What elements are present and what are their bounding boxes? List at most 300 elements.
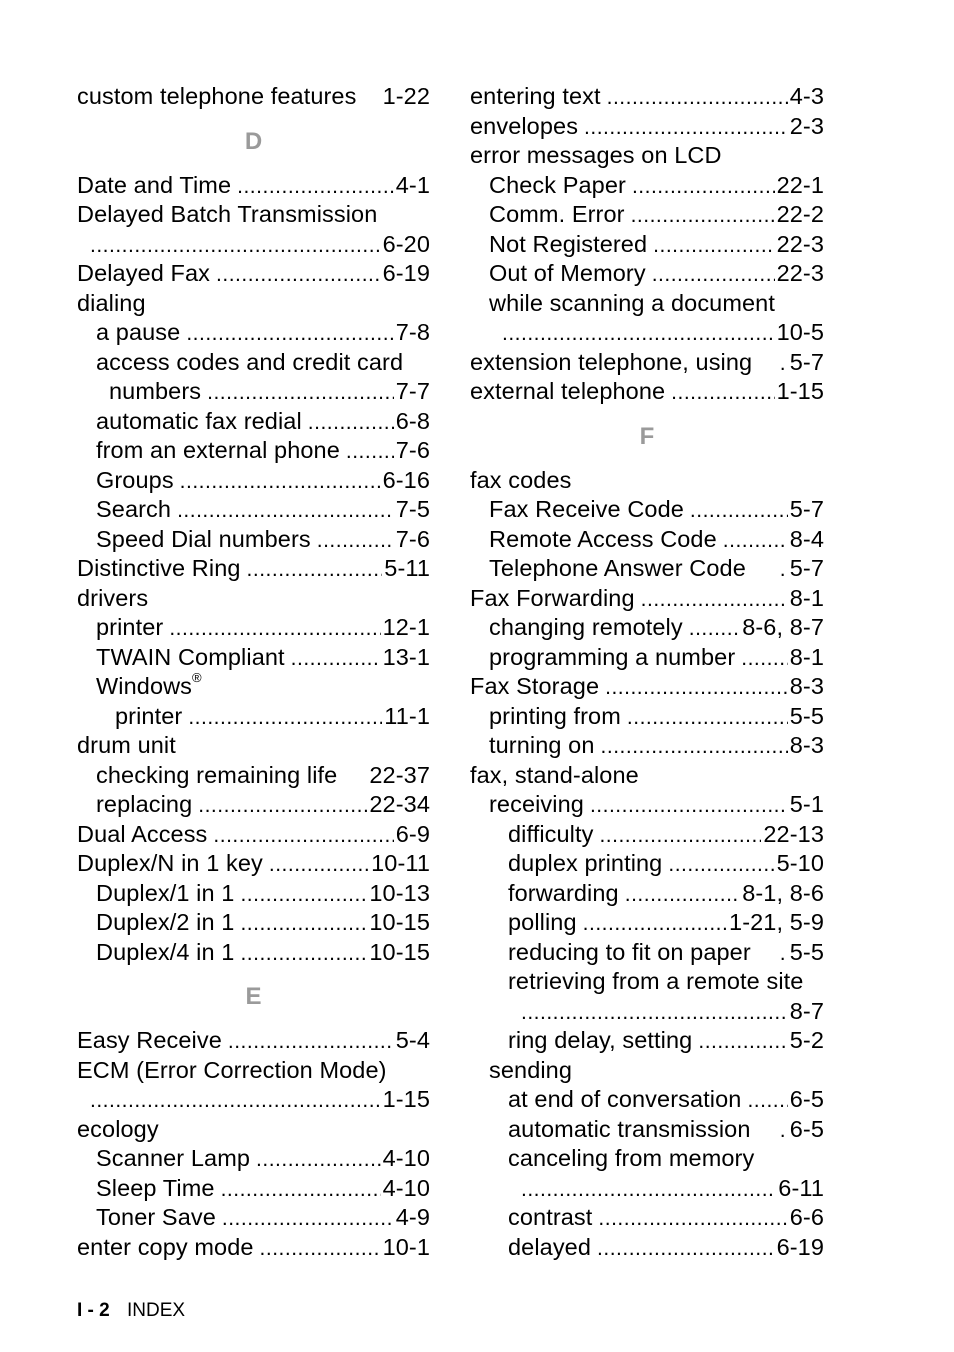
index-page-ref: 7-8	[395, 319, 430, 345]
index-term	[489, 790, 584, 820]
index-term-text: error messages on LCD	[470, 142, 722, 168]
index-term	[489, 702, 621, 732]
dot-leader	[237, 171, 394, 202]
index-subentry	[470, 731, 824, 761]
index-term	[96, 495, 171, 525]
dot-leader	[641, 584, 788, 615]
index-term	[508, 820, 593, 850]
index-term-text: TWAIN Compliant	[96, 643, 285, 670]
index-entry	[77, 1026, 430, 1056]
dot-leader	[240, 879, 367, 910]
index-term-text: automatic transmission	[508, 1115, 751, 1142]
dot-leader	[180, 466, 381, 497]
index-term-text: printing from	[489, 702, 621, 729]
index-term-text: retrieving from a remote site	[508, 968, 804, 994]
index-subentry	[77, 466, 430, 496]
index-column-left	[77, 82, 430, 1262]
index-term	[470, 377, 665, 407]
index-page-ref: 22-3	[776, 260, 824, 286]
index-page-ref: 8-7	[789, 997, 824, 1024]
index-term-text: while scanning a document	[489, 289, 775, 316]
index-subentry	[470, 1115, 824, 1145]
index-term-text: Telephone Answer Code	[489, 555, 746, 581]
index-subentry	[470, 938, 824, 968]
index-term-text: Speed Dial numbers	[96, 525, 311, 552]
index-subentry	[77, 1174, 430, 1204]
index-term	[508, 1115, 751, 1145]
index-term	[77, 171, 231, 201]
index-page-ref: 4-9	[395, 1204, 430, 1230]
index-page-ref: 6-8	[395, 407, 430, 434]
index-term	[77, 82, 356, 112]
index-page-ref: 5-2	[789, 1027, 824, 1053]
index-page-ref: 8-6, 8-7	[742, 614, 824, 640]
index-term-text: turning on	[489, 732, 595, 758]
index-page-ref: 5-4	[395, 1027, 430, 1053]
index-term	[470, 141, 722, 171]
index-term-text: sending	[489, 1056, 573, 1083]
dot-leader	[240, 908, 367, 939]
index-term	[489, 289, 775, 319]
index-subentry	[470, 643, 824, 673]
index-entry	[470, 112, 824, 142]
index-page-ref: 10-11	[371, 850, 430, 876]
index-term	[96, 525, 311, 555]
dot-leader	[631, 200, 775, 231]
index-page-ref: 12-1	[382, 614, 430, 640]
index-page-ref: 8-3	[789, 673, 824, 699]
index-term	[96, 938, 234, 968]
index-term	[96, 318, 180, 348]
index-term-text: access codes and credit card	[96, 348, 404, 375]
index-term-text: Delayed Batch Transmission	[77, 201, 378, 227]
index-entry-continuation	[470, 318, 824, 348]
dot-leader	[690, 495, 788, 526]
dot-leader	[583, 908, 727, 939]
dot-leader	[260, 1233, 381, 1264]
dot-leader	[780, 348, 788, 379]
dot-leader	[597, 1233, 775, 1264]
dot-leader	[668, 849, 774, 880]
index-entry	[77, 554, 430, 584]
index-term-text: automatic fax redial	[96, 407, 302, 434]
dot-leader	[747, 1085, 787, 1116]
index-term	[489, 731, 595, 761]
index-subentry	[77, 1203, 430, 1233]
index-subentry	[470, 230, 824, 260]
index-term	[470, 672, 599, 702]
dot-leader	[207, 377, 394, 408]
dot-leader	[584, 112, 788, 143]
index-subentry	[470, 259, 824, 289]
index-term	[77, 1056, 387, 1086]
index-subentry	[470, 613, 824, 643]
index-term-text: Groups	[96, 466, 174, 493]
index-entry	[77, 849, 430, 879]
dot-leader	[653, 230, 774, 261]
dot-leader	[177, 495, 394, 526]
dot-leader	[90, 230, 381, 261]
index-subentry	[470, 1233, 824, 1263]
dot-leader	[188, 702, 382, 733]
index-term	[508, 1085, 741, 1115]
index-term	[77, 259, 210, 289]
dot-leader	[723, 525, 788, 556]
index-subentry	[470, 525, 824, 555]
dot-leader	[599, 820, 761, 851]
index-subentry	[77, 377, 430, 407]
index-term	[489, 259, 646, 289]
index-term	[77, 289, 146, 319]
index-entry	[77, 259, 430, 289]
index-term	[508, 967, 803, 997]
index-term-text: Duplex/N in 1 key	[77, 850, 263, 876]
index-term-text: ecology	[77, 1115, 159, 1142]
index-term-text: drum unit	[77, 732, 176, 758]
index-page-ref: 22-1	[776, 171, 824, 198]
index-term	[109, 377, 201, 407]
index-term-text: Toner Save	[96, 1204, 216, 1230]
index-term-text: Duplex/4 in 1	[96, 938, 235, 965]
index-term	[96, 407, 302, 437]
index-term	[96, 672, 202, 702]
index-subentry	[470, 200, 824, 230]
index-letter-heading: F	[639, 422, 655, 450]
index-page-ref: 10-15	[369, 938, 430, 965]
index-term	[489, 200, 625, 230]
index-subentry	[470, 1026, 824, 1056]
dot-leader	[198, 790, 367, 821]
index-term-text: Duplex/1 in 1	[96, 879, 235, 906]
dot-leader	[605, 672, 788, 703]
index-term-text: Remote Access Code	[489, 525, 717, 552]
index-term-text: drivers	[77, 584, 149, 611]
index-subentry	[77, 790, 430, 820]
index-subentry	[77, 908, 430, 938]
dot-leader	[222, 1203, 394, 1234]
index-term-text: ECM (Error Correction Mode)	[77, 1056, 387, 1083]
index-subentry	[470, 171, 824, 201]
index-page-ref: 22-2	[776, 201, 824, 227]
dot-leader	[502, 318, 775, 349]
index-subentry	[77, 407, 430, 437]
dot-leader	[90, 1085, 381, 1116]
index-page-ref: 5-5	[789, 938, 824, 965]
index-page-ref: 8-3	[789, 732, 824, 758]
index-entry	[470, 761, 824, 791]
index-page-ref: 4-10	[382, 1174, 430, 1201]
index-page-ref: 5-7	[789, 348, 824, 375]
index-term	[489, 554, 746, 584]
dot-leader	[652, 259, 775, 290]
index-page-ref: 10-1	[382, 1233, 430, 1260]
index-term	[470, 761, 639, 791]
index-term-text: ring delay, setting	[508, 1027, 693, 1053]
index-term	[489, 525, 717, 555]
dot-leader	[228, 1026, 394, 1057]
index-entry	[470, 141, 824, 171]
index-page-ref: 6-16	[382, 466, 430, 493]
index-page-ref: 6-11	[778, 1174, 824, 1201]
index-entry	[77, 1056, 430, 1086]
index-subentry	[77, 436, 430, 466]
index-subentry	[77, 761, 430, 791]
index-term-text: Check Paper	[489, 171, 626, 198]
index-term-text: difficulty	[508, 820, 594, 847]
index-page-ref: 13-1	[382, 643, 430, 670]
index-term	[77, 731, 176, 761]
index-subentry	[470, 820, 824, 850]
index-term-text: receiving	[489, 791, 584, 817]
index-term-text: Easy Receive	[77, 1027, 222, 1053]
index-page-ref: 8-1	[789, 643, 824, 670]
index-letter-heading: E	[245, 983, 262, 1010]
dot-leader	[741, 643, 787, 674]
dot-leader	[240, 938, 367, 969]
index-term	[508, 849, 662, 879]
index-term-text: polling	[508, 909, 577, 935]
dot-leader	[598, 1203, 787, 1234]
index-term-text: programming a number	[489, 643, 736, 670]
index-term	[96, 436, 340, 466]
dot-leader	[247, 554, 383, 585]
index-subentry	[470, 495, 824, 525]
index-entry	[470, 377, 824, 407]
dot-leader	[216, 259, 381, 290]
dot-leader	[590, 790, 788, 821]
index-entry	[77, 82, 430, 112]
index-page-ref: 1-15	[776, 378, 824, 404]
index-page-ref: 6-6	[789, 1204, 824, 1230]
registered-mark: ®	[192, 670, 202, 686]
index-page-ref: 22-3	[776, 230, 824, 257]
index-term	[508, 1026, 692, 1056]
index-page-ref: 8-1, 8-6	[742, 879, 824, 906]
dot-leader	[780, 554, 788, 585]
index-term	[489, 1056, 572, 1086]
index-term	[470, 112, 578, 142]
index-entry	[470, 584, 824, 614]
index-term	[96, 1203, 216, 1233]
index-subentry	[77, 348, 430, 378]
index-term-text: extension telephone, using	[470, 348, 753, 375]
dot-leader	[601, 731, 788, 762]
index-subentry	[470, 1144, 824, 1174]
index-term	[96, 1144, 250, 1174]
index-page-ref: 10-15	[369, 909, 430, 935]
index-page-ref: 5-7	[789, 555, 824, 581]
index-page-ref: 4-10	[382, 1145, 430, 1171]
index-term	[470, 348, 752, 378]
dot-leader	[221, 1174, 381, 1205]
index-term-text: fax, stand-alone	[470, 761, 639, 788]
index-term	[508, 879, 619, 909]
index-subentry	[470, 1056, 824, 1086]
index-term	[77, 1026, 222, 1056]
index-term	[489, 643, 735, 673]
index-subentry	[77, 702, 430, 732]
index-term	[77, 820, 207, 850]
index-page-ref: 6-5	[789, 1086, 824, 1112]
dot-leader	[780, 938, 788, 969]
index-term	[77, 200, 377, 230]
index-entry	[77, 1115, 430, 1145]
index-term-text: Delayed Fax	[77, 260, 211, 286]
index-term-text: replacing	[96, 791, 193, 817]
index-entry	[77, 171, 430, 201]
footer-page-number: I - 2	[77, 1300, 110, 1321]
index-page-ref: 4-1	[395, 171, 430, 198]
dot-leader	[689, 613, 740, 644]
index-term-text: enter copy mode	[77, 1233, 254, 1260]
index-page-ref: 6-5	[789, 1115, 824, 1142]
dot-leader	[308, 407, 394, 438]
index-column-right	[470, 82, 824, 1262]
dot-leader	[521, 997, 788, 1028]
index-term	[489, 230, 647, 260]
dot-leader	[698, 1026, 787, 1057]
index-letter-heading: D	[244, 127, 263, 155]
dot-leader	[671, 377, 774, 408]
index-term-text: Date and Time	[77, 171, 232, 198]
dot-leader	[269, 849, 369, 880]
index-term-text: duplex printing	[508, 850, 663, 876]
index-term-text: delayed	[508, 1233, 592, 1260]
index-term	[115, 702, 182, 732]
index-page-ref: 2-3	[789, 112, 824, 139]
index-term-text: checking remaining life	[96, 761, 338, 788]
index-subentry	[77, 1144, 430, 1174]
dot-leader	[521, 1174, 776, 1205]
index-subentry	[77, 318, 430, 348]
index-term-text: a pause	[96, 319, 181, 345]
index-term	[96, 613, 163, 643]
dot-leader	[346, 436, 394, 467]
dot-leader	[256, 1144, 381, 1175]
index-subentry	[470, 702, 824, 732]
index-term	[489, 171, 626, 201]
index-entry-continuation	[77, 230, 430, 260]
index-term	[489, 495, 684, 525]
index-subentry	[77, 643, 430, 673]
index-entry	[470, 672, 824, 702]
index-page-ref: 8-4	[789, 525, 824, 552]
index-term	[96, 348, 403, 378]
index-entry	[77, 584, 430, 614]
index-term	[77, 1233, 254, 1263]
index-page-ref: 6-9	[395, 820, 430, 847]
index-term-text: canceling from memory	[508, 1145, 755, 1171]
index-entry	[470, 348, 824, 378]
index-entry-continuation	[77, 1085, 430, 1115]
index-subentry	[470, 790, 824, 820]
dot-leader	[780, 1115, 788, 1146]
index-term	[96, 790, 192, 820]
index-term-text: reducing to fit on paper	[508, 938, 751, 965]
index-term-text: external telephone	[470, 378, 666, 404]
index-page-ref: 6-19	[382, 260, 430, 286]
index-entry	[77, 200, 430, 230]
index-subentry	[470, 289, 824, 319]
index-term	[77, 554, 241, 584]
dot-leader	[632, 171, 775, 202]
index-page-ref: 6-20	[382, 230, 430, 257]
index-entry	[470, 82, 824, 112]
index-subentry	[470, 554, 824, 584]
index-entry-continuation	[470, 1174, 824, 1204]
dot-leader	[213, 820, 393, 851]
index-term	[77, 849, 263, 879]
index-entry-continuation	[470, 997, 824, 1027]
index-term	[508, 1203, 592, 1233]
index-term-text: fax codes	[470, 466, 572, 493]
index-page-ref: 1-15	[382, 1086, 430, 1112]
index-subentry	[470, 967, 824, 997]
index-term	[96, 761, 337, 791]
index-term	[96, 1174, 215, 1204]
index-term-text: Scanner Lamp	[96, 1145, 251, 1171]
index-page-ref: 8-1	[789, 584, 824, 611]
index-page-ref: 22-37	[369, 761, 430, 788]
index-term-text: contrast	[508, 1204, 593, 1230]
index-entry	[77, 1233, 430, 1263]
index-entry	[470, 466, 824, 496]
index-term	[96, 643, 285, 673]
dot-leader	[627, 702, 788, 733]
index-term-text: Fax Storage	[470, 673, 600, 699]
index-page-ref: 5-7	[789, 496, 824, 522]
index-term-text: Distinctive Ring	[77, 555, 241, 581]
dot-leader	[186, 318, 393, 349]
index-subentry	[470, 1085, 824, 1115]
index-term-text: forwarding	[508, 879, 619, 906]
dot-leader	[607, 82, 788, 113]
index-term-text: Not Registered	[489, 230, 648, 257]
footer-section-title: INDEX	[127, 1300, 186, 1321]
index-page-ref: 22-34	[369, 791, 430, 817]
index-subentry	[470, 879, 824, 909]
index-term-text: custom telephone features	[77, 83, 357, 109]
index-term-text: numbers	[109, 378, 202, 404]
index-subentry	[77, 879, 430, 909]
index-page-ref: 10-5	[776, 319, 824, 345]
index-term-text: envelopes	[470, 112, 579, 139]
index-term-text: Search	[96, 496, 172, 522]
index-page-ref: 5-5	[789, 702, 824, 729]
index-term	[96, 879, 234, 909]
index-term-text: changing remotely	[489, 614, 683, 640]
index-page-ref: 7-6	[395, 437, 430, 463]
index-term-text: dialing	[77, 289, 146, 316]
index-subentry	[470, 849, 824, 879]
index-term-text: Out of Memory	[489, 260, 646, 286]
index-term-text: printer	[96, 614, 164, 640]
index-term	[508, 1144, 754, 1174]
index-term-text: Fax Forwarding	[470, 584, 635, 611]
index-term-text: Sleep Time	[96, 1174, 215, 1201]
index-term	[96, 466, 174, 496]
dot-leader	[291, 643, 381, 674]
dot-leader	[625, 879, 740, 910]
index-subentry	[470, 1203, 824, 1233]
index-term-text: entering text	[470, 83, 601, 109]
index-subentry	[470, 908, 824, 938]
index-term-text: from an external phone	[96, 437, 340, 463]
index-entry	[77, 289, 430, 319]
index-page-ref: 7-5	[395, 496, 430, 522]
index-page-ref: 7-6	[395, 525, 430, 552]
index-page-ref: 22-13	[763, 820, 824, 847]
